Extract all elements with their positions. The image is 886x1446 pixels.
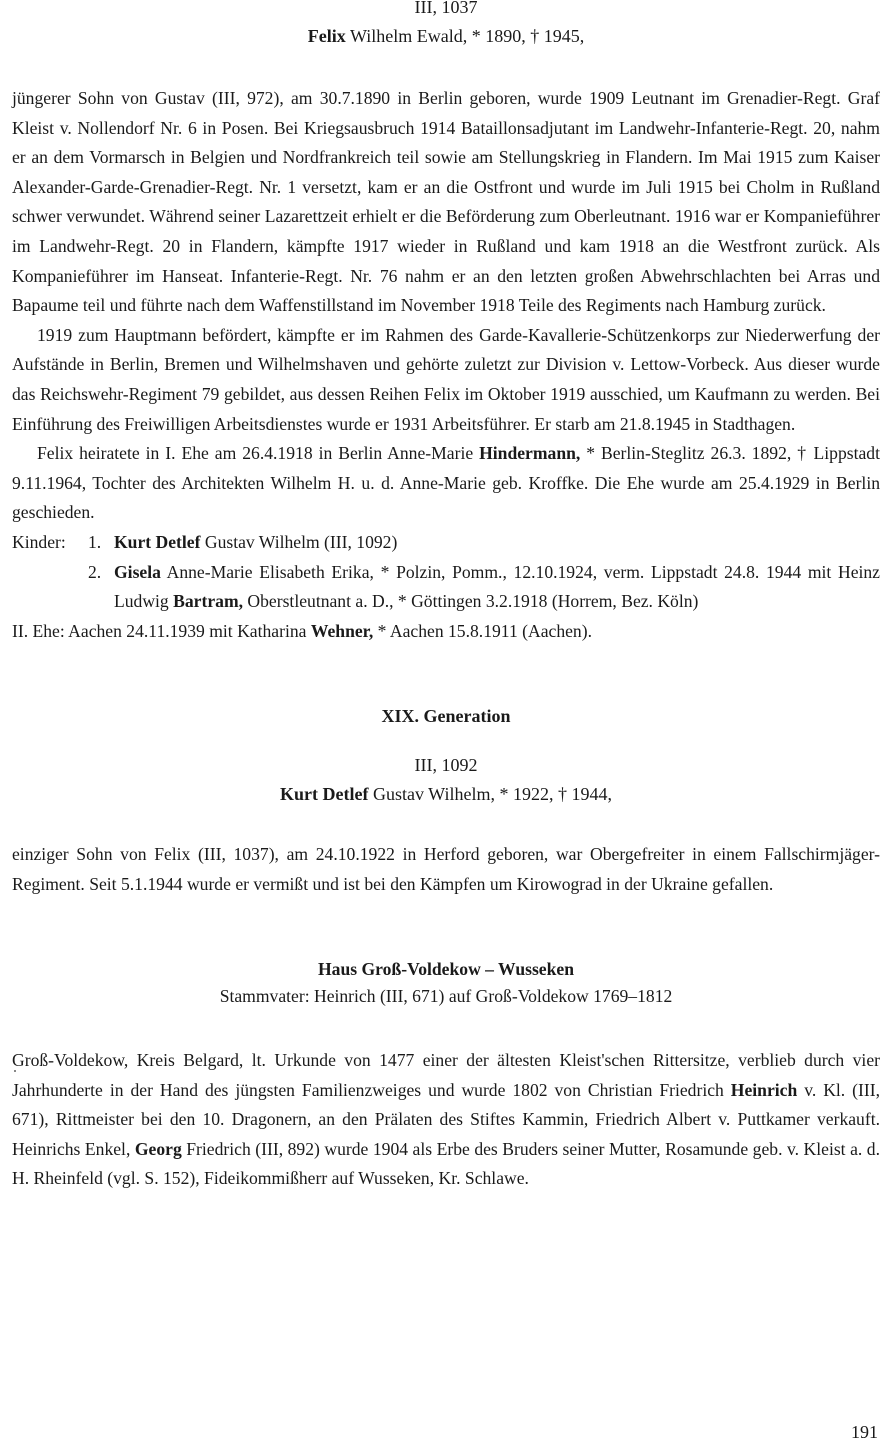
- entry-given-name: Kurt Detlef: [280, 784, 369, 805]
- page-content: [12, 0, 880, 1194]
- entry-reference: III, 1092: [414, 755, 478, 776]
- house-text: Groß-Voldekow, Kreis Belgard, lt. Urkunde von 1477 einer der ältesten Kleist'schen Rittersitze, verblieb durch vier Jahrhunderte in der Hand des jüngsten Familienzweiges und wurde 1802 von Christian Friedrich: [12, 1050, 880, 1100]
- generation-heading: XIX. Generation: [381, 706, 511, 727]
- entry-reference: III, 1037: [414, 0, 478, 17]
- house-name-bold: Georg: [134, 1138, 182, 1159]
- child-name: Gisela: [114, 561, 161, 582]
- second-marriage: [12, 617, 880, 647]
- biography-paragraph: einziger Sohn von Felix (III, 1037), am 24.10.1922 in Herford geboren, war Obergefreiter in einem Fallschirmjäger-Regiment. Seit 5.1.1944 wurde er vermißt und ist bei den Kämpfen um Kirowograd in der Ukraine gefallen.: [12, 844, 880, 894]
- entry-name-line: [12, 784, 880, 804]
- house-text: Friedrich (III, 892) wurde 1904 als Erbe des Bruders seiner Mutter, Rosamunde geb. v. Kleist a. d. H. Rheinfeld (vgl. S. 152), Fideikommißherr auf Wusseken, Kr. Schlawe.: [12, 1138, 880, 1189]
- marriage-paragraph: [12, 439, 880, 528]
- biography-paragraph: jüngerer Sohn von Gustav (III, 972), am 30.7.1890 in Berlin geboren, wurde 1909 Leutnant im Grenadier-Regt. Graf Kleist v. Nollendorf Nr. 6 in Posen. Bei Kriegsausbruch 1914 Bataillonsadjutant im Landwehr-Infanterie-Regt. 20, nahm er an dem Vormarsch in Belgien und Nordfrankreich teil sowie am Stellungskrieg in Flandern. Im Mai 1915 zum Kaiser Alexander-Garde-Grenadier-Regt. Nr. 1 versetzt, kam er an die Ostfront und wurde im Juli 1915 bei Cholm in Rußland schwer verwundet. Während seiner Lazarettzeit erhielt er die Beförderung zum Oberleutnant. 1916 war er Kompanieführer im Landwehr-Regt. 20 in Flandern, kämpfte 1917 wieder in Rußland und kam 1918 an die Westfront zurück. Als Kompanieführer im Hanseat. Infanterie-Regt. Nr. 76 nahm er an den letzten großen Abwehrschlachten bei Arras und Bapaume teil und führte nach dem Waffenstillstand im November 1918 Teile des Regiments nach Hamburg zurück.: [12, 88, 880, 316]
- child-name: Kurt Detlef: [114, 531, 201, 552]
- children-row: [12, 558, 880, 617]
- entry-given-name: Felix: [307, 26, 346, 46]
- house-text: v. Kl. (III, 671), Rittmeister bei den 10. Dragonern, an den Prälaten des Stiftes Kammin, Friedrich Albert v. Puttkamer verkauft. Heinrichs Enkel,: [12, 1079, 880, 1159]
- child-entry: [114, 558, 880, 617]
- biography-paragraph: 1919 zum Hauptmann befördert, kämpfte er im Rahmen des Garde-Kavallerie-Schützenkorps zur Niederwerfung der Aufstände in Berlin, Bremen und Wilhelmshaven und gehörte zuletzt zur Division v. Lettow-Vorbeck. Aus dieser wurde das Reichswehr-Regiment 79 gebildet, aus dessen Reihen Felix im Oktober 1919 ausschied, um Kaufmann zu werden. Bei Einführung des Freiwilligen Arbeitsdienstes wurde er 1931 Arbeitsführer. Er starb am 21.8.1945 in Stadthagen.: [12, 324, 880, 434]
- house-heading: Haus Groß-Voldekow – Wusseken: [317, 959, 574, 980]
- entry-name-line: [12, 26, 880, 46]
- house-paragraph: [12, 1046, 880, 1194]
- house-subtitle: Stammvater: Heinrich (III, 671) auf Groß-Voldekow 1769–1812: [219, 986, 673, 1007]
- house-name-bold: Heinrich: [730, 1079, 798, 1100]
- second-spouse-surname: Wehner,: [310, 620, 374, 641]
- page-number: 191: [851, 1422, 878, 1442]
- children-label: Kinder:: [12, 531, 66, 552]
- child-spouse-surname: Bartram,: [173, 591, 244, 612]
- entry-name-rest: Gustav Wilhelm, * 1922, † 1944,: [368, 784, 612, 805]
- entry-name-rest: Wilhelm Ewald, * 1890, † 1945,: [345, 26, 585, 46]
- child-number: 2.: [88, 561, 102, 582]
- children-row: [12, 528, 880, 558]
- second-marriage-text: * Aachen 15.8.1911 (Aachen).: [373, 620, 592, 641]
- child-number: 1.: [88, 531, 102, 552]
- child-details: Oberstleutnant a. D., * Göttingen 3.2.1918 (Horrem, Bez. Köln): [243, 591, 699, 612]
- marriage-text: * Berlin-Steglitz 26.3. 1892, † Lippstadt 9.11.1964, Tochter des Architekten Wilhelm H. u. d. Anne-Marie geb. Kroffke. Die Ehe wurde am 25.4.1929 in Berlin geschieden.: [12, 443, 880, 523]
- child-details: Anne-Marie Elisabeth Erika, * Polzin, Pomm., 12.10.1924, verm. Lippstadt 24.8. 1944 mit Heinz Ludwig: [114, 561, 880, 612]
- child-entry: [114, 528, 880, 558]
- marriage-text: Felix heiratete in I. Ehe am 26.4.1918 in Berlin Anne-Marie: [37, 443, 480, 464]
- spouse-surname: Hindermann,: [479, 443, 581, 464]
- second-marriage-text: II. Ehe: Aachen 24.11.1939 mit Katharina: [12, 620, 311, 641]
- child-details: Gustav Wilhelm (III, 1092): [200, 531, 398, 552]
- stray-mark: [14, 1070, 16, 1072]
